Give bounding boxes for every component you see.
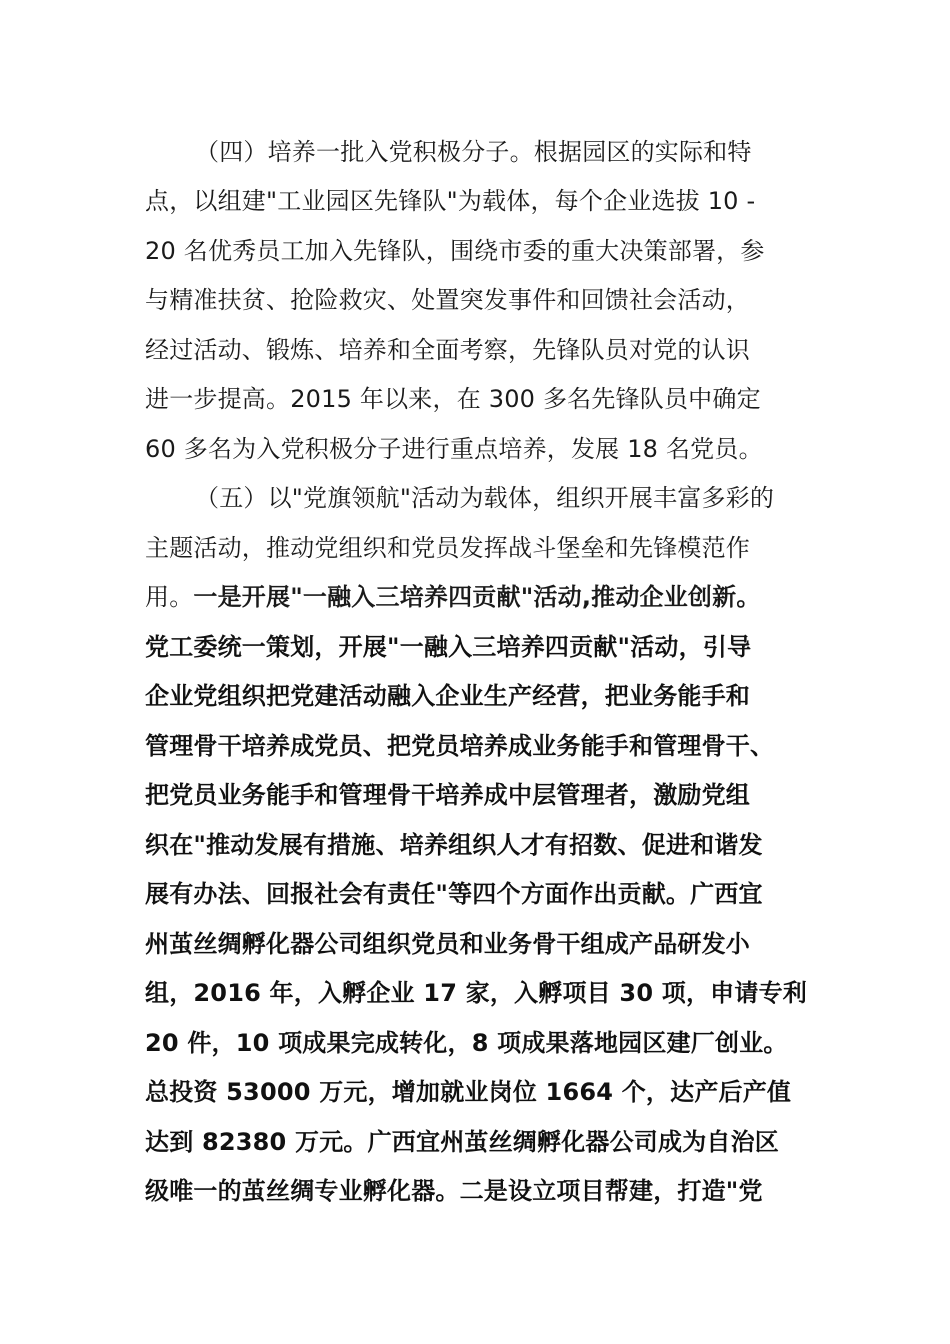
paragraph-5-bold-line-2: 企业党组织把党建活动融入企业生产经营，把业务能手和 [145,682,750,710]
paragraph-4-line-4: 与精准扶贫、抢险救灾、处置突发事件和回馈社会活动， [145,286,750,314]
paragraph-5-line-3-normal: 用。 [145,583,194,611]
paragraph-5-bold-line-6: 展有办法、回报社会有责任"等四个方面作出贡献。广西宜 [145,880,763,908]
paragraph-5-bold-line-7: 州茧丝绸孵化器公司组织党员和业务骨干组成产品研发小 [145,930,750,958]
paragraph-4-line-3: 20 名优秀员工加入先锋队，围绕市委的重大决策部署，参 [145,237,765,265]
paragraph-5-bold-line-4: 把党员业务能手和管理骨干培养成中层管理者，激励党组 [145,781,750,809]
paragraph-4-line-7: 60 多名为入党积极分子进行重点培养，发展 18 名党员。 [145,435,763,463]
paragraph-5-line-3 [145,572,825,622]
paragraph-4-line-1: （四）培养一批入党积极分子。根据园区的实际和特 [195,138,752,166]
paragraph-5-bold-line-12: 级唯一的茧丝绸专业孵化器。二是设立项目帮建，打造"党 [145,1177,763,1205]
paragraph-5-line-3-bold: 一是开展"一融入三培养四贡献"活动,推动企业创新。 [193,583,761,611]
paragraph-4-line-2: 点，以组建"工业园区先锋队"为载体，每个企业选拔 10 - [145,187,756,215]
paragraph-5-bold-line-10: 总投资 53000 万元，增加就业岗位 1664 个，达产后产值 [145,1078,792,1106]
paragraph-5-bold-line-8: 组，2016 年，入孵企业 17 家，入孵项目 30 项，申请专利 [145,979,807,1007]
paragraph-5-line-1: （五）以"党旗领航"活动为载体，组织开展丰富多彩的 [195,484,775,512]
paragraph-5-bold-line-1: 党工委统一策划，开展"一融入三培养四贡献"活动，引导 [145,633,752,661]
paragraph-5-bold-line-11: 达到 82380 万元。广西宜州茧丝绸孵化器公司成为自治区 [145,1128,780,1156]
paragraph-5-bold-line-5: 织在"推动发展有措施、培养组织人才有招数、促进和谐发 [145,831,763,859]
paragraph-5-bold-line-3: 管理骨干培养成党员、把党员培养成业务能手和管理骨干、 [145,732,775,760]
paragraph-5-bold-line-9: 20 件，10 项成果完成转化，8 项成果落地园区建厂创业。 [145,1029,788,1057]
paragraph-4-line-6: 进一步提高。2015 年以来，在 300 多名先锋队员中确定 [145,385,761,413]
paragraph-5-line-2: 主题活动，推动党组织和党员发挥战斗堡垒和先锋模范作 [145,534,750,562]
paragraph-4-line-5: 经过活动、锻炼、培养和全面考察，先锋队员对党的认识 [145,336,750,364]
